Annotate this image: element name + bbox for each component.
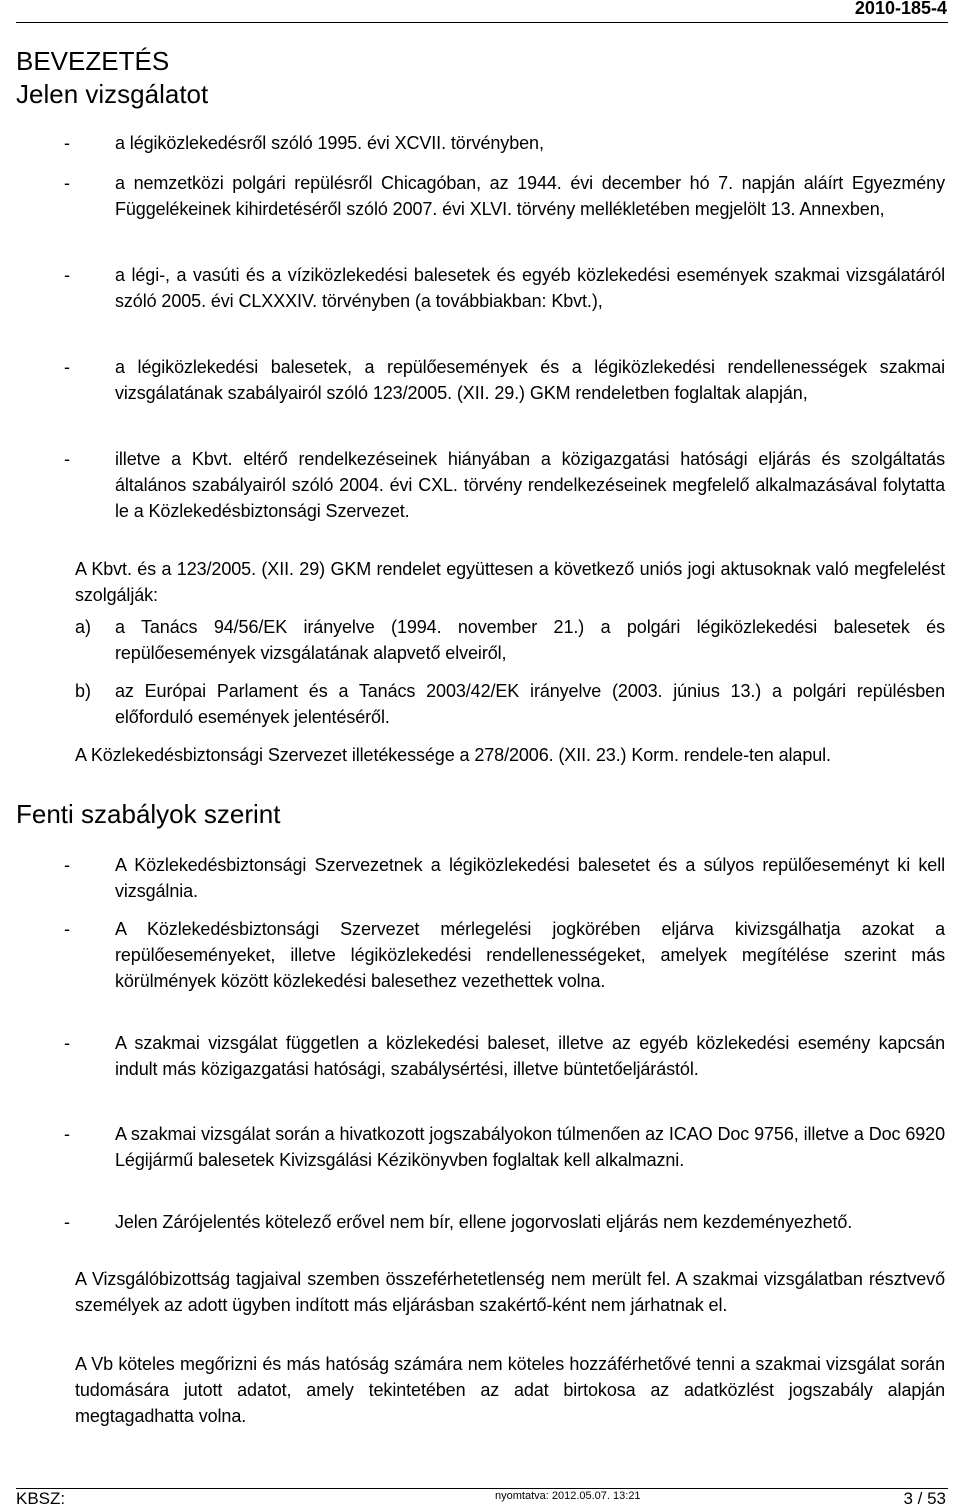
list-marker: - bbox=[64, 1212, 70, 1232]
list-item: A szakmai vizsgálat során a hivatkozott jogszabályokon túlmenően az ICAO Doc 9756, illetve a Doc 6920 Légijármű balesetek Kivizsgálási Kézikönyvben foglaltak kell alkalmazni. bbox=[115, 1124, 945, 1170]
page-title: BEVEZETÉS bbox=[16, 46, 170, 76]
list-item: A Közlekedésbiztonsági Szervezet mérlegelési jogkörében eljárva kivizsgálhatja azokat a repülőeseményeket, illetve légiközlekedési rendellenességeket, amelyek megítélése szerint más körülmények között közlekedési balesethez vezethettek volna. bbox=[115, 919, 945, 991]
list-item: az Európai Parlament és a Tanács 2003/42/EK irányelve (2003. június 13.) a polgári repülésben előforduló események jelentéséről. bbox=[115, 681, 945, 727]
page-number: 3 / 53 bbox=[903, 1489, 946, 1508]
list-item: A szakmai vizsgálat független a közlekedési baleset, illetve az egyéb közlekedési esemény kapcsán indult más közigazgatási hatósági, szabálysértési, illetve büntetőeljárástól. bbox=[115, 1033, 945, 1079]
list-item: Jelen Zárójelentés kötelező erővel nem bír, ellene jogorvoslati eljárás nem kezdeményezhető. bbox=[115, 1212, 853, 1232]
list-marker: - bbox=[64, 449, 70, 469]
eu-intro-paragraph: A Kbvt. és a 123/2005. (XII. 29) GKM rendelet együttesen a következő uniós jogi aktusoknak való megfelelést szolgálják: bbox=[75, 559, 945, 605]
list-marker: - bbox=[64, 1033, 70, 1053]
section-heading: Fenti szabályok szerint bbox=[16, 799, 281, 829]
list-marker: - bbox=[64, 265, 70, 285]
list-marker: - bbox=[64, 173, 70, 193]
closing-paragraph: A Vb köteles megőrizni és más hatóság számára nem köteles hozzáférhetővé tenni a szakmai vizsgálat során tudomására jutott adatot, amely tekintetében az adat birtokosa az adatközlést jogszabály alapján megtagadhatta volna. bbox=[75, 1354, 945, 1426]
list-marker: b) bbox=[75, 681, 92, 701]
list-item: a légi-, a vasúti és a víziközlekedési balesetek és egyéb közlekedési események szakmai vizsgálatáról szóló 2005. évi CLXXXIV. törvényben (a továbbiakban: Kbvt.), bbox=[115, 265, 945, 311]
list-item: a légiközlekedésről szóló 1995. évi XCVII. törvényben, bbox=[115, 133, 544, 153]
page-subtitle: Jelen vizsgálatot bbox=[16, 79, 209, 109]
list-marker: a) bbox=[75, 617, 92, 637]
list-item: illetve a Kbvt. eltérő rendelkezéseinek hiányában a közigazgatási hatósági eljárás és szolgáltatás általános szabályairól szóló 2004. évi CXL. törvény rendelkezéseinek megfelelő alkalmazásával folytatta le a Közlekedésbiztonsági Szervezet. bbox=[115, 449, 945, 521]
list-item: a Tanács 94/56/EK irányelve (1994. november 21.) a polgári légiközlekedési balesetek és repülőesemények vizsgálatának alapvető elveiről, bbox=[115, 617, 945, 663]
list-marker: - bbox=[64, 133, 70, 153]
print-timestamp: nyomtatva: 2012.05.07. 13:21 bbox=[495, 1490, 641, 1502]
list-item: A Közlekedésbiztonsági Szervezetnek a légiközlekedési balesetet és a súlyos repülőeseményt ki kell vizsgálnia. bbox=[115, 855, 945, 901]
footer-label: KBSZ: bbox=[16, 1489, 66, 1508]
list-marker: - bbox=[64, 855, 70, 875]
document-id: 2010-185-4 bbox=[854, 0, 947, 18]
competence-paragraph: A Közlekedésbiztonsági Szervezet illetékessége a 278/2006. (XII. 23.) Korm. rendele-ten alapul. bbox=[75, 745, 831, 765]
list-marker: - bbox=[64, 357, 70, 377]
header-rule bbox=[16, 22, 948, 23]
list-item: a légiközlekedési balesetek, a repülőesemények és a légiközlekedési rendellenességek szakmai vizsgálatának szabályairól szóló 123/2005. (XII. 29.) GKM rendeletben foglaltak alapján, bbox=[115, 357, 945, 403]
list-item: a nemzetközi polgári repülésről Chicagóban, az 1944. évi december hó 7. napján aláírt Egyezmény Függelékeinek kihirdetéséről szóló 2007. évi XLVI. törvény mellékletében megjelölt 13. Annexben, bbox=[115, 173, 945, 219]
footer-rule bbox=[16, 1488, 948, 1489]
closing-paragraph: A Vizsgálóbizottság tagjaival szemben összeférhetetlenség nem merült fel. A szakmai vizsgálatban résztvevő személyek az adott ügyben indított más eljárásban szakértő-ként nem járhatnak el. bbox=[75, 1269, 945, 1315]
list-marker: - bbox=[64, 1124, 70, 1144]
list-marker: - bbox=[64, 919, 70, 939]
